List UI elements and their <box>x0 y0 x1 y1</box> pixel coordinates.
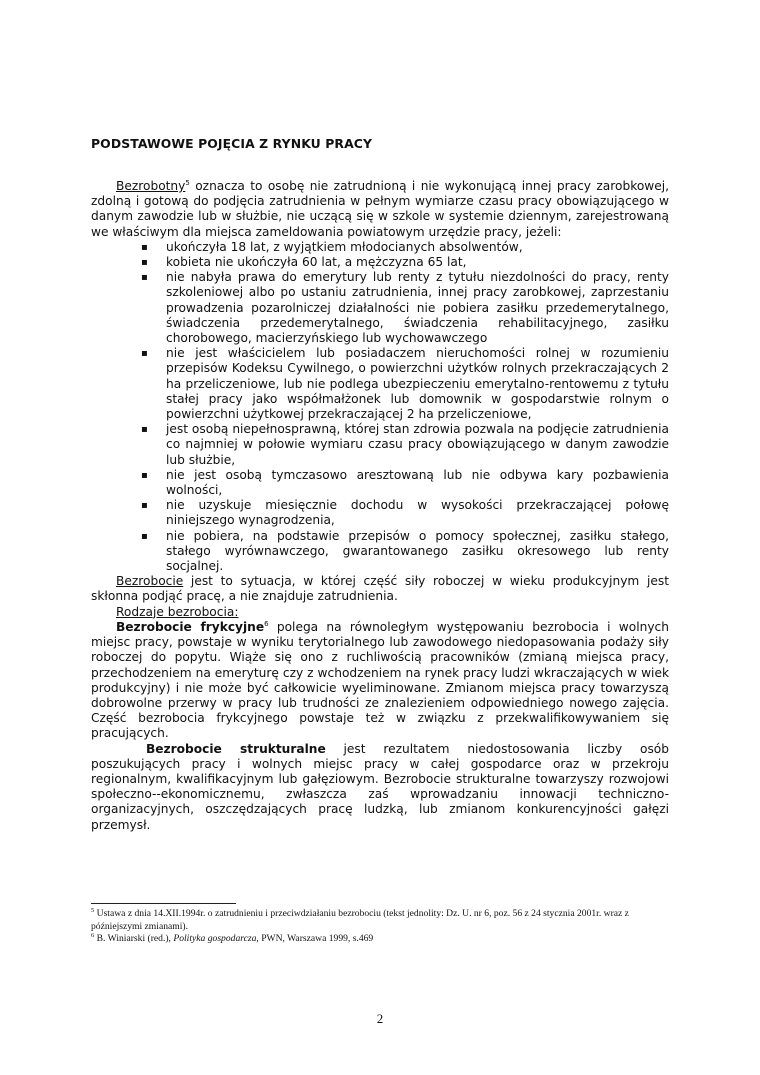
types-heading-text: Rodzaje bezrobocia: <box>116 604 239 619</box>
footnote-text: Ustawa z dnia 14.XII.1994r. o zatrudnieniu i przeciwdziałaniu bezrobociu (tekst jednolity: Dz. U. nr 6, poz. 56 z 24 stycznia 2001r. wraz z późniejszymi zmianami). <box>91 908 629 932</box>
footnote-number: 5 <box>91 907 95 914</box>
page-title: PODSTAWOWE POJĘCIA Z RYNKU PRACY <box>91 136 373 151</box>
definition-unemployed <box>91 179 669 240</box>
list-item <box>141 422 669 468</box>
list-item-text: jest osobą niepełnosprawną, której stan zdrowia pozwala na podjęcie zatrudnienia co najmniej w połowie wymiaru czasu pracy obowiązującego w danym zawodzie lub służbie, <box>166 422 669 467</box>
definition-unemployment-text: jest to sytuacja, w której część siły roboczej w wieku produkcyjnym jest skłonna podjąć pracę, a nie znajduje zatrudnienia. <box>91 574 669 604</box>
conditions-list <box>91 240 669 574</box>
bullet-icon: ▪ <box>141 424 148 436</box>
bullet-icon: ▪ <box>141 500 148 512</box>
bullet-icon: ▪ <box>141 469 148 481</box>
term-structural: Bezrobocie strukturalne <box>146 741 326 756</box>
term-frictional: Bezrobocie frykcyjne <box>116 619 265 634</box>
bullet-icon: ▪ <box>141 272 148 284</box>
footnote-text: B. Winiarski (red.), <box>94 933 174 944</box>
list-item <box>141 270 669 346</box>
list-item-text: kobieta nie ukończyła 60 lat, a mężczyzna 65 lat, <box>166 255 467 270</box>
footnote-5 <box>91 908 671 933</box>
footnote-ref-5: 5 <box>185 179 190 187</box>
footnote-text: , PWN, Warszawa 1999, s.469 <box>256 933 374 944</box>
frictional-text: polega na równoległym występowaniu bezrobocia i wolnych miejsc pracy, powstaje w wyniku terytorialnego lub zawodowego niedopasowania podaży siły roboczej do popytu. Wiąże się ono z ruchliwością pracowników (zmianą miejsca pracy, przechodzeniem na emeryturę czy z wchodzeniem na rynek pracy ludzi wkraczających w wiek produkcyjny) i nie może być całkowicie wyeliminowane. Zmianom miejsca pracy towarzyszą dobrowolne przerwy w pracy lub trudności ze znalezieniem odpowiedniego nowego zajęcia. Część bezrobocia frykcyjnego powstaje też w związku z przekwalifikowywaniem się pracujących. <box>91 619 669 741</box>
footnote-number: 6 <box>91 932 95 939</box>
term-unemployed: Bezrobotny <box>116 179 186 193</box>
footnotes <box>91 908 671 946</box>
list-item <box>141 498 669 528</box>
frictional-unemployment-paragraph <box>91 620 669 742</box>
list-item-text: nie nabyła prawa do emerytury lub renty z tytułu niezdolności do pracy, renty szkoleniowej albo po ustaniu zatrudnienia, innej pracy zarobkowej, zaprzestaniu prowadzenia pozarolniczej działalności nie pobiera zasiłku przedemerytalnego, świadczenia przedemerytalnego, świadczenia rehabilitacyjnego, zasiłku chorobowego, macierzyńskiego lub wychowawczego <box>166 270 669 346</box>
list-item <box>141 255 669 270</box>
list-item-text: nie jest osobą tymczasowo aresztowaną lub nie odbywa kary pozbawienia wolności, <box>166 467 669 498</box>
structural-text: jest rezultatem niedostosowania liczby osób poszukujących pracy i wolnych miejsc pracy w całej gospodarce oraz w przekroju regionalnym, kwalifikacyjnym lub gałęziowym. Bezrobocie strukturalne towarzyszy rozwojowi społeczno--ekonomicznemu, zwłaszcza zaś wprowadzaniu innowacji techniczno-organizacyjnych, oszczędzających pracę ludzką, lub zmianom konkurencyjności gałęzi przemysł. <box>91 741 669 832</box>
list-item <box>141 467 669 498</box>
list-item-text: nie pobiera, na podstawie przepisów o pomocy społecznej, zasiłku stałego, stałego wyrównawczego, gwarantowanego zasiłku okresowego lub renty socjalnej. <box>166 528 669 574</box>
definition-unemployment <box>91 574 669 604</box>
footnote-6 <box>91 933 671 946</box>
bullet-icon: ▪ <box>141 257 148 269</box>
list-item-text: ukończyła 18 lat, z wyjątkiem młodocianych absolwentów, <box>166 239 523 254</box>
types-heading <box>91 605 669 620</box>
page-number: 2 <box>376 1011 384 1026</box>
term-unemployment: Bezrobocie <box>116 574 184 589</box>
structural-unemployment-paragraph <box>91 742 669 833</box>
list-item <box>141 528 669 575</box>
list-item <box>141 239 669 255</box>
list-item-text: nie uzyskuje miesięcznie dochodu w wysokości przekraczającej połowę niniejszego wynagrodzenia, <box>166 498 669 528</box>
list-item <box>141 346 669 422</box>
document-body <box>91 179 669 833</box>
footnote-ref-6: 6 <box>264 619 269 628</box>
footnote-book-title: Polityka gospodarcza <box>173 933 257 944</box>
definition-unemployed-text: oznacza to osobę nie zatrudnioną i nie wykonującą innej pracy zarobkowej, zdolną i gotową do podjęcia zatrudnienia w pełnym wymiarze czasu pracy obowiązującego w danym zawodzie lub w służbie, nie uczącą się w szkole w systemie dziennym, zarejestrowaną we właściwym dla miejsca zameldowania powiatowym urzędzie pracy, jeżeli: <box>91 179 669 239</box>
bullet-icon: ▪ <box>141 348 148 360</box>
footnote-divider <box>91 903 236 904</box>
bullet-icon: ▪ <box>141 241 148 253</box>
bullet-icon: ▪ <box>141 530 148 542</box>
list-item-text: nie jest właścicielem lub posiadaczem nieruchomości rolnej w rozumieniu przepisów Kodeksu Cywilnego, o powierzchni użytków rolnych przekraczających 2 ha przeliczeniowe, lub nie podlega ubezpieczeniu emerytalno-rentowemu z tytułu stałej pracy jako współmałżonek lub domownik w gospodarstwie rolnym o powierzchni użytkowej przekraczającej 2 ha przeliczeniowe, <box>166 346 669 422</box>
